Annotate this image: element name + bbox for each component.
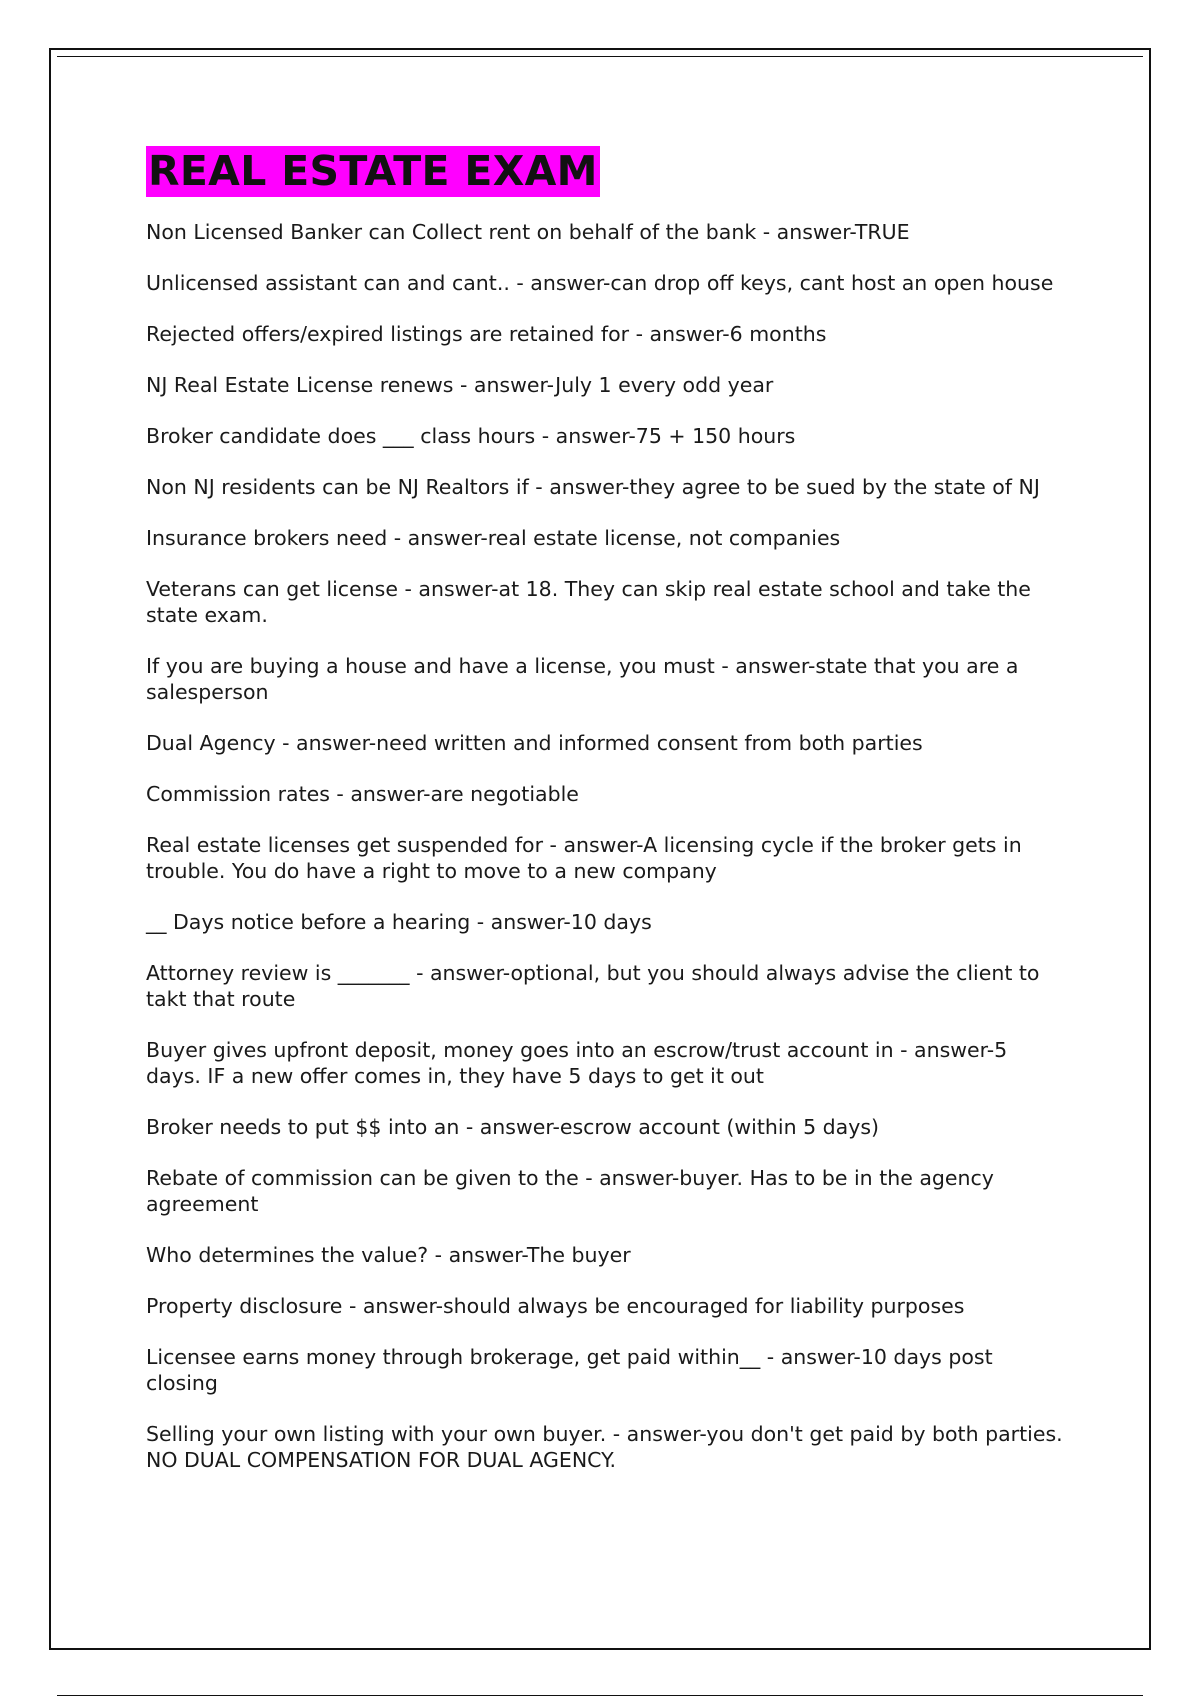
qa-item: Non Licensed Banker can Collect rent on behalf of the bank - answer-TRUE (146, 220, 910, 244)
document-body (146, 146, 1066, 1498)
qa-item: Licensee earns money through brokerage, get paid within__ - answer-10 days post closing (146, 1345, 993, 1395)
qa-item: Rebate of commission can be given to the - answer-buyer. Has to be in the agency agreement (146, 1166, 994, 1216)
qa-item: NJ Real Estate License renews - answer-July 1 every odd year (146, 373, 774, 397)
qa-item: If you are buying a house and have a license, you must - answer-state that you are a salesperson (146, 654, 1019, 704)
bottom-rule (57, 1695, 1143, 1696)
qa-item: Non NJ residents can be NJ Realtors if - answer-they agree to be sued by the state of NJ (146, 475, 1040, 499)
qa-item: Insurance brokers need - answer-real estate license, not companies (146, 526, 841, 550)
qa-list (146, 219, 1066, 1473)
qa-item: Who determines the value? - answer-The buyer (146, 1243, 631, 1267)
qa-item: __ Days notice before a hearing - answer-10 days (146, 910, 652, 934)
qa-item: Dual Agency - answer-need written and informed consent from both parties (146, 731, 923, 755)
top-rule (57, 56, 1143, 57)
qa-item: Veterans can get license - answer-at 18. They can skip real estate school and take the state exam. (146, 577, 1031, 627)
qa-item: Commission rates - answer-are negotiable (146, 782, 579, 806)
page-title: REAL ESTATE EXAM (148, 147, 598, 195)
qa-item: Broker needs to put $$ into an - answer-escrow account (within 5 days) (146, 1115, 880, 1139)
qa-item: Broker candidate does ___ class hours - answer-75 + 150 hours (146, 424, 796, 448)
qa-item: Buyer gives upfront deposit, money goes into an escrow/trust account in - answer-5 days. IF a new offer comes in, they have 5 days to get it out (146, 1038, 1008, 1088)
qa-item: Selling your own listing with your own buyer. - answer-you don't get paid by both parties. NO DUAL COMPENSATION FOR DUAL AGENCY. (146, 1422, 1063, 1472)
qa-item: Rejected offers/expired listings are retained for - answer-6 months (146, 322, 827, 346)
qa-item: Unlicensed assistant can and cant.. - answer-can drop off keys, cant host an open house (146, 271, 1054, 295)
qa-item: Real estate licenses get suspended for - answer-A licensing cycle if the broker gets in trouble. You do have a right to move to a new company (146, 833, 1022, 883)
qa-item: Attorney review is _______ - answer-optional, but you should always advise the client to takt that route (146, 961, 1040, 1011)
qa-item: Property disclosure - answer-should always be encouraged for liability purposes (146, 1294, 965, 1318)
